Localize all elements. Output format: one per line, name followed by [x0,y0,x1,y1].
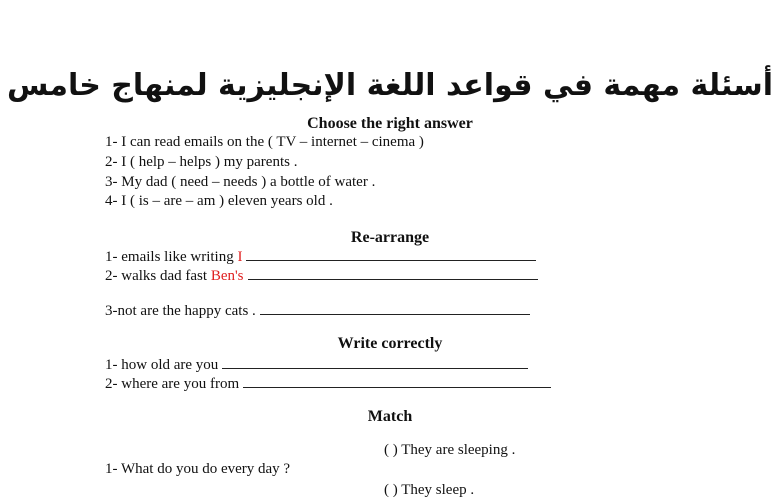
answer-blank[interactable] [248,265,538,280]
choose-item-4: 4- I ( is – are – am ) eleven years old . [105,193,333,209]
match-question-1: 1- What do you do every day ? [105,461,291,477]
rearrange-item-3-text: 3-not are the happy cats . [105,303,256,319]
write-item-1-text: 1- how old are you [105,357,219,373]
rearrange-item-1-answer: I [237,249,243,265]
match-option-2: ( ) They sleep . [384,482,475,498]
answer-blank[interactable] [243,373,551,388]
choose-heading: Choose the right answer [307,115,473,132]
choose-item-1: 1- I can read emails on the ( TV – internet – cinema ) [105,134,424,150]
answer-blank[interactable] [246,246,536,261]
match-heading: Match [367,408,413,425]
write-heading: Write correctly [337,335,443,352]
rearrange-item-2-answer: Ben's [210,268,244,284]
choose-item-2: 2- I ( help – helps ) my parents . [105,154,298,170]
worksheet-title: أسئلة مهمة في قواعد اللغة الإنجليزية لمنهاج خامس [6,68,774,103]
rearrange-item-3 [105,300,530,321]
answer-blank[interactable] [222,354,528,369]
write-item-2 [105,373,551,394]
rearrange-item-2-text: 2- walks dad fast [105,268,211,284]
answer-blank[interactable] [260,300,530,315]
rearrange-item-1 [105,246,536,267]
match-option-1: ( ) They are sleeping . [384,442,516,458]
rearrange-heading: Re-arrange [350,229,430,246]
write-item-2-text: 2- where are you from [105,376,240,392]
rearrange-item-1-text: 1- emails like writing [105,249,238,265]
rearrange-item-2 [105,265,538,286]
write-item-1 [105,354,528,375]
choose-item-3: 3- My dad ( need – needs ) a bottle of water . [105,174,376,190]
